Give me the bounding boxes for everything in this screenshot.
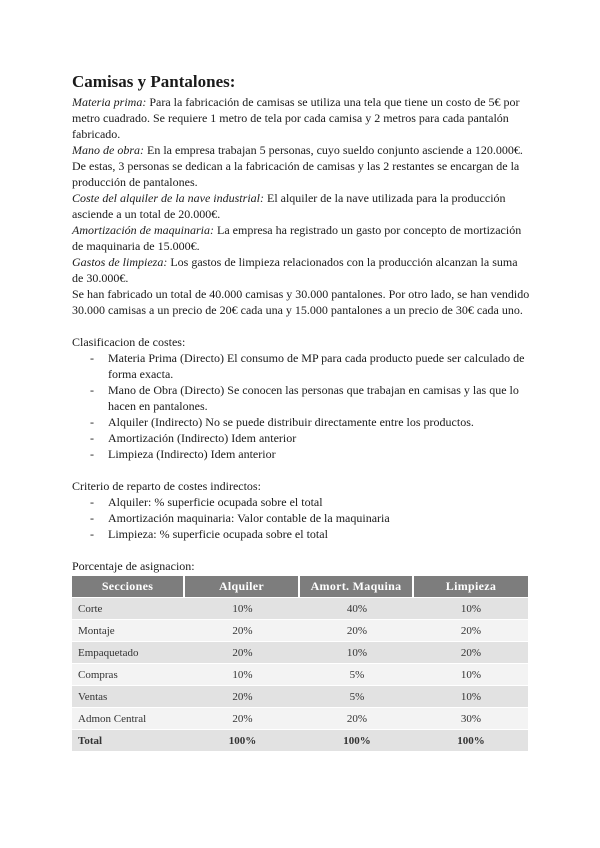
list-item: - Alquiler: % superficie ocupada sobre el total bbox=[72, 494, 530, 510]
header-amort-maquina: Amort. Maquina bbox=[300, 576, 414, 597]
label-materia-prima: Materia prima: bbox=[72, 95, 147, 109]
paragraph-produccion: Se han fabricado un total de 40.000 camisas y 30.000 pantalones. Por otro lado, se han vendido 30.000 camisas a un precio de 20€ cada una y 15.000 pantalones a un precio de 30€ cada uno. bbox=[72, 287, 530, 317]
page-title: Camisas y Pantalones: bbox=[72, 72, 236, 91]
paragraph-alquiler bbox=[72, 190, 530, 222]
criterio-title: Criterio de reparto de costes indirectos: bbox=[72, 479, 261, 493]
cell-value: 20% bbox=[185, 619, 300, 641]
label-limpieza: Gastos de limpieza: bbox=[72, 255, 168, 269]
list-item: - Limpieza (Indirecto) Idem anterior bbox=[72, 446, 530, 462]
table-total-row bbox=[72, 729, 528, 751]
asignacion-table bbox=[72, 576, 528, 751]
cell-value: 10% bbox=[185, 663, 300, 685]
text-mano-obra: En la empresa trabajan 5 personas, cuyo sueldo conjunto asciende a 120.000€. De estas, 3 personas se dedican a la fabricación de camisas y las 2 restantes se encargan de la producción de pantalones. bbox=[72, 143, 523, 189]
criterio-list bbox=[72, 494, 530, 542]
list-item: - Materia Prima (Directo) El consumo de MP para cada producto puede ser calculado de forma exacta. bbox=[72, 350, 530, 382]
label-alquiler: Coste del alquiler de la nave industrial: bbox=[72, 191, 264, 205]
table-row bbox=[72, 641, 528, 663]
cell-total-label: Total bbox=[72, 729, 185, 751]
cell-value: 5% bbox=[300, 663, 414, 685]
cell-value: 40% bbox=[300, 597, 414, 619]
label-mano-obra: Mano de obra: bbox=[72, 143, 144, 157]
list-item: - Limpieza: % superficie ocupada sobre el total bbox=[72, 526, 530, 542]
porcentaje-title: Porcentaje de asignacion: bbox=[72, 559, 195, 573]
cell-section: Ventas bbox=[72, 685, 185, 707]
cell-value: 5% bbox=[300, 685, 414, 707]
label-amortizacion: Amortización de maquinaria: bbox=[72, 223, 214, 237]
cell-section: Empaquetado bbox=[72, 641, 185, 663]
cell-value: 10% bbox=[414, 597, 528, 619]
paragraph-mano-obra bbox=[72, 142, 530, 190]
paragraph-amortizacion bbox=[72, 222, 530, 254]
cell-value: 20% bbox=[185, 707, 300, 729]
paragraph-materia-prima bbox=[72, 94, 530, 142]
table-row bbox=[72, 685, 528, 707]
list-item: - Mano de Obra (Directo) Se conocen las personas que trabajan en camisas y las que lo hacen en pantalones. bbox=[72, 382, 530, 414]
cell-value: 20% bbox=[414, 619, 528, 641]
cell-section: Montaje bbox=[72, 619, 185, 641]
cell-value: 10% bbox=[414, 663, 528, 685]
cell-total-value: 100% bbox=[185, 729, 300, 751]
document-page bbox=[72, 72, 530, 751]
list-item: - Amortización maquinaria: Valor contable de la maquinaria bbox=[72, 510, 530, 526]
cell-section: Admon Central bbox=[72, 707, 185, 729]
table-row bbox=[72, 619, 528, 641]
cell-section: Corte bbox=[72, 597, 185, 619]
table-row bbox=[72, 663, 528, 685]
header-secciones: Secciones bbox=[72, 576, 185, 597]
list-item: - Alquiler (Indirecto) No se puede distribuir directamente entre los productos. bbox=[72, 414, 530, 430]
paragraph-limpieza bbox=[72, 254, 530, 286]
clasificacion-title: Clasificacion de costes: bbox=[72, 335, 186, 349]
header-limpieza: Limpieza bbox=[414, 576, 528, 597]
cell-value: 10% bbox=[300, 641, 414, 663]
table-header-row bbox=[72, 576, 528, 597]
cell-total-value: 100% bbox=[300, 729, 414, 751]
text-alquiler: El alquiler de la nave utilizada para la producción asciende a un total de 20.000€. bbox=[72, 191, 506, 221]
cell-value: 20% bbox=[185, 641, 300, 663]
cell-value: 20% bbox=[300, 707, 414, 729]
text-amortizacion: La empresa ha registrado un gasto por concepto de mortización de maquinaria de 15.000€. bbox=[72, 223, 522, 253]
cell-total-value: 100% bbox=[414, 729, 528, 751]
header-alquiler: Alquiler bbox=[185, 576, 300, 597]
cell-value: 20% bbox=[414, 641, 528, 663]
cell-value: 10% bbox=[414, 685, 528, 707]
cell-value: 20% bbox=[300, 619, 414, 641]
table-row bbox=[72, 707, 528, 729]
text-limpieza: Los gastos de limpieza relacionados con la producción alcanzan la suma de 30.000€. bbox=[72, 255, 518, 285]
cell-value: 20% bbox=[185, 685, 300, 707]
list-item: - Amortización (Indirecto) Idem anterior bbox=[72, 430, 530, 446]
cell-section: Compras bbox=[72, 663, 185, 685]
cell-value: 10% bbox=[185, 597, 300, 619]
text-materia-prima: Para la fabricación de camisas se utiliza una tela que tiene un costo de 5€ por metro cuadrado. Se requiere 1 metro de tela por cada camisa y 2 metros para cada pantalón fabricado. bbox=[72, 95, 520, 141]
table-row bbox=[72, 597, 528, 619]
cell-value: 30% bbox=[414, 707, 528, 729]
clasificacion-list bbox=[72, 350, 530, 462]
